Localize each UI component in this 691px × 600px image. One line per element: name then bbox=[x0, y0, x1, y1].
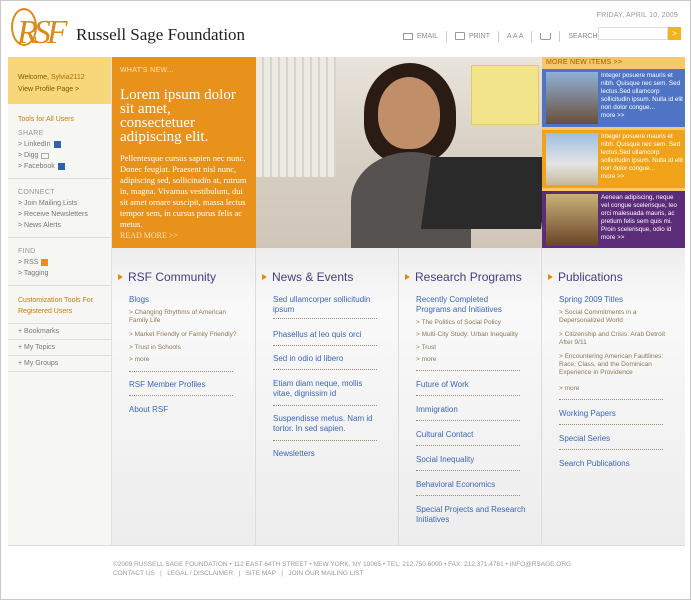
working-papers-link[interactable]: Working Papers bbox=[559, 409, 616, 418]
join-mailing-lists-link[interactable]: > Join Mailing Lists bbox=[18, 200, 78, 207]
publications-column bbox=[542, 248, 685, 545]
photo-shelf bbox=[256, 57, 336, 177]
logo-letters: RSF bbox=[17, 14, 64, 51]
publication-item[interactable]: > Social Commitments in a Depersonalized World bbox=[559, 309, 637, 324]
whats-new-label: WHAT'S NEW... bbox=[120, 67, 174, 74]
section-columns bbox=[112, 248, 685, 545]
dotted-divider bbox=[559, 399, 663, 400]
linkedin-icon bbox=[54, 141, 61, 148]
printer-icon bbox=[455, 32, 465, 40]
search-publications-link[interactable]: Search Publications bbox=[559, 459, 630, 468]
more-new-items-link[interactable]: MORE NEW ITEMS >> bbox=[546, 59, 623, 66]
about-rsf-link[interactable]: About RSF bbox=[129, 405, 169, 414]
new-item-more-link[interactable]: more >> bbox=[601, 234, 625, 241]
dotted-divider bbox=[416, 420, 520, 421]
connect-section bbox=[8, 179, 111, 238]
newsletters-link[interactable]: Newsletters bbox=[273, 449, 315, 458]
search-input[interactable] bbox=[598, 27, 668, 40]
column-title[interactable]: Publications bbox=[548, 270, 623, 284]
cart-link[interactable] bbox=[540, 33, 551, 40]
view-profile-link[interactable]: View Profile Page > bbox=[18, 86, 80, 93]
thumbnail bbox=[546, 194, 598, 246]
dotted-divider bbox=[416, 445, 520, 446]
news-item[interactable]: Suspendisse metus. Nam id tortor. In sed sapien. bbox=[273, 414, 373, 433]
share-section bbox=[8, 104, 111, 179]
photo-laptop bbox=[421, 157, 542, 229]
site-map-link[interactable]: SITE MAP bbox=[245, 570, 276, 577]
new-item-text: Integer posuere mauris et nibh. Quisque nec sem. Sed lectus.Sed ullamcorp sollicitudin ipsum. Nulla id elit non dolor congue... more >> bbox=[601, 133, 683, 180]
feature-photo bbox=[256, 57, 542, 248]
program-link[interactable]: Special Projects and Research Initiatives bbox=[416, 505, 526, 524]
program-link[interactable]: Future of Work bbox=[416, 380, 469, 389]
column-title[interactable]: RSF Community bbox=[118, 270, 216, 284]
arrow-icon bbox=[405, 274, 410, 280]
arrow-icon bbox=[548, 274, 553, 280]
dotted-divider bbox=[273, 345, 377, 346]
divider bbox=[498, 31, 499, 42]
publication-item[interactable]: > Citizenship and Crisis: Arab Detroit After 9/11 bbox=[559, 331, 666, 346]
dotted-divider bbox=[559, 449, 663, 450]
tagging-link[interactable]: > Tagging bbox=[18, 270, 49, 277]
new-items-panel bbox=[542, 57, 685, 248]
new-item-card[interactable] bbox=[542, 191, 685, 249]
photo-face bbox=[378, 77, 440, 149]
customization-section bbox=[8, 286, 111, 324]
blogs-link[interactable]: Blogs bbox=[129, 295, 150, 304]
dotted-divider bbox=[416, 370, 520, 371]
email-link[interactable]: EMAIL bbox=[403, 33, 438, 40]
new-item-text: Aenean adipiscing, neque vel congue scelerisque, leo orci malesuada mauris, ac pretium felis sem quis mi. Proin scelerisque, odio id more >> bbox=[601, 194, 677, 241]
recent-programs-link[interactable]: Recently Completed Programs and Initiatives bbox=[416, 295, 502, 314]
program-link[interactable]: Cultural Contact bbox=[416, 430, 474, 439]
spring-titles-link[interactable]: Spring 2009 Titles bbox=[559, 295, 624, 304]
find-section bbox=[8, 238, 111, 286]
news-item[interactable]: Etiam diam neque, mollis vitae, dignissim id bbox=[273, 379, 363, 398]
linkedin-link[interactable]: > LinkedIn bbox=[18, 139, 111, 150]
tools-title: Tools for All Users bbox=[18, 116, 75, 123]
new-item-more-link[interactable]: more >> bbox=[601, 112, 625, 119]
customization-title: Customization Tools For Registered Users bbox=[18, 297, 93, 315]
program-item[interactable]: > The Politics of Social Policy bbox=[416, 319, 501, 326]
rss-link[interactable]: > RSS bbox=[18, 257, 111, 268]
new-item-more-link[interactable]: more >> bbox=[601, 173, 625, 180]
news-item[interactable]: Phasellus at leo quis orci bbox=[273, 330, 362, 339]
bookmarks-link[interactable]: + Bookmarks bbox=[8, 324, 111, 340]
facebook-link[interactable]: > Facebook bbox=[18, 161, 111, 172]
blog-item[interactable]: > Trust in Schools bbox=[129, 344, 181, 351]
program-item[interactable]: > Trust bbox=[416, 344, 437, 351]
connect-label: CONNECT bbox=[18, 189, 55, 196]
search-label: SEARCH bbox=[568, 32, 598, 40]
arrow-icon bbox=[262, 274, 267, 280]
whats-new-panel bbox=[112, 57, 256, 248]
column-title[interactable]: Research Programs bbox=[405, 270, 522, 284]
dotted-divider bbox=[273, 369, 377, 370]
news-events-column bbox=[256, 248, 399, 545]
divider bbox=[446, 31, 447, 42]
new-item-card[interactable] bbox=[542, 69, 685, 127]
rsf-logo[interactable] bbox=[11, 6, 69, 52]
news-item[interactable]: Sed in odio id libero bbox=[273, 354, 344, 363]
new-item-card[interactable] bbox=[542, 130, 685, 188]
current-date: FRIDAY, APRIL 10, 2009 bbox=[596, 12, 678, 19]
member-profiles-link[interactable]: RSF Member Profiles bbox=[129, 380, 206, 389]
feature-headline[interactable]: Lorem ipsum dolor sit amet, consectetuer adipiscing elit. bbox=[120, 87, 236, 145]
my-groups-link[interactable]: + My Groups bbox=[8, 356, 111, 372]
arrow-icon bbox=[118, 274, 123, 280]
username[interactable]: Sylvia2112 bbox=[50, 74, 85, 81]
dotted-divider bbox=[129, 395, 233, 396]
dotted-divider bbox=[129, 371, 233, 372]
photo-artwork bbox=[471, 65, 539, 125]
rss-icon bbox=[41, 259, 48, 266]
left-sidebar bbox=[8, 57, 112, 545]
research-programs-column bbox=[399, 248, 542, 545]
site-title[interactable]: Russell Sage Foundation bbox=[76, 25, 246, 44]
dotted-divider bbox=[416, 470, 520, 471]
thumbnail bbox=[546, 72, 598, 124]
welcome-message: Welcome, Sylvia2112 bbox=[18, 74, 85, 81]
dotted-divider bbox=[273, 318, 377, 319]
news-alerts-link[interactable]: > News Alerts bbox=[18, 222, 61, 229]
share-label: SHARE bbox=[18, 130, 44, 137]
digg-icon bbox=[41, 153, 49, 159]
footer-address: ©2009 RUSSELL SAGE FOUNDATION • 112 EAST 64TH STREET • NEW YORK, NY 10065 • TEL: 212.750.6000 • FAX: 212.371.4761 • INFO@RSAGE.ORG bbox=[113, 561, 572, 568]
print-link[interactable]: PRINT bbox=[455, 32, 490, 40]
thumbnail bbox=[546, 133, 598, 185]
dotted-divider bbox=[273, 405, 377, 406]
footer bbox=[8, 545, 685, 591]
legal-link[interactable]: LEGAL / DISCLAIMER bbox=[167, 570, 234, 577]
cart-icon bbox=[540, 33, 551, 40]
news-item[interactable]: Sed ullamcorper sollicitudin ipsum bbox=[273, 295, 371, 314]
dotted-divider bbox=[416, 395, 520, 396]
join-mailing-list-link[interactable]: JOIN OUR MAILING LIST bbox=[288, 570, 364, 577]
blog-item[interactable]: > Market Friendly or Family Friendly? bbox=[129, 331, 237, 338]
publication-item[interactable]: > Encountering American Faultlines: Race, Class, and the Dominican Experience in Providence bbox=[559, 353, 664, 376]
utility-bar bbox=[403, 30, 606, 42]
program-link[interactable]: Social Inequality bbox=[416, 455, 475, 464]
blog-item[interactable]: > Changing Rhythms of American Family Life bbox=[129, 309, 227, 324]
feature-body: Pellentesque cursus sapien nec nunc. Donec feugiat. Praesent nisl nunc, adipiscing sed, sollicitudin at, rutrum in, magna. Vivamus vestibulum, dui sit amet ornare suscipit, massa lectus tempor sem, in cursus purus felis ac metus. bbox=[120, 153, 247, 229]
blog-more-link[interactable]: > more bbox=[129, 356, 150, 363]
divider bbox=[559, 31, 560, 42]
program-item[interactable]: > Multi-City Study: Urban Inequality bbox=[416, 331, 519, 338]
dotted-divider bbox=[273, 440, 377, 441]
dotted-divider bbox=[416, 495, 520, 496]
column-title[interactable]: News & Events bbox=[262, 270, 353, 284]
receive-newsletters-link[interactable]: > Receive Newsletters bbox=[18, 211, 88, 218]
search-go-button[interactable]: > bbox=[668, 27, 681, 40]
contact-us-link[interactable]: CONTACT US bbox=[113, 570, 155, 577]
new-item-text: Integer posuere mauris et nibh. Quisque nec sem. Sed lectus.Sed ullamcorp sollicitudin ipsum. Nulla id elit non dolor congue... more >> bbox=[601, 72, 683, 119]
font-size-controls[interactable]: A A A bbox=[507, 32, 524, 40]
dotted-divider bbox=[559, 424, 663, 425]
special-series-link[interactable]: Special Series bbox=[559, 434, 611, 443]
program-link[interactable]: Immigration bbox=[416, 405, 458, 414]
footer-links: CONTACT US | LEGAL / DISCLAIMER | SITE MAP | JOIN OUR MAILING LIST bbox=[113, 570, 364, 577]
welcome-box bbox=[8, 57, 111, 104]
program-link[interactable]: Behavioral Economics bbox=[416, 480, 496, 489]
read-more-link[interactable]: READ MORE >> bbox=[120, 231, 178, 240]
digg-link[interactable]: > Digg bbox=[18, 150, 111, 161]
find-label: FIND bbox=[18, 248, 36, 255]
publication-more-link[interactable]: > more bbox=[559, 385, 580, 392]
program-more-link[interactable]: > more bbox=[416, 356, 437, 363]
divider bbox=[531, 31, 532, 42]
rsf-community-column bbox=[112, 248, 256, 545]
my-topics-link[interactable]: + My Topics bbox=[8, 340, 111, 356]
facebook-icon bbox=[58, 163, 65, 170]
envelope-icon bbox=[403, 33, 413, 40]
